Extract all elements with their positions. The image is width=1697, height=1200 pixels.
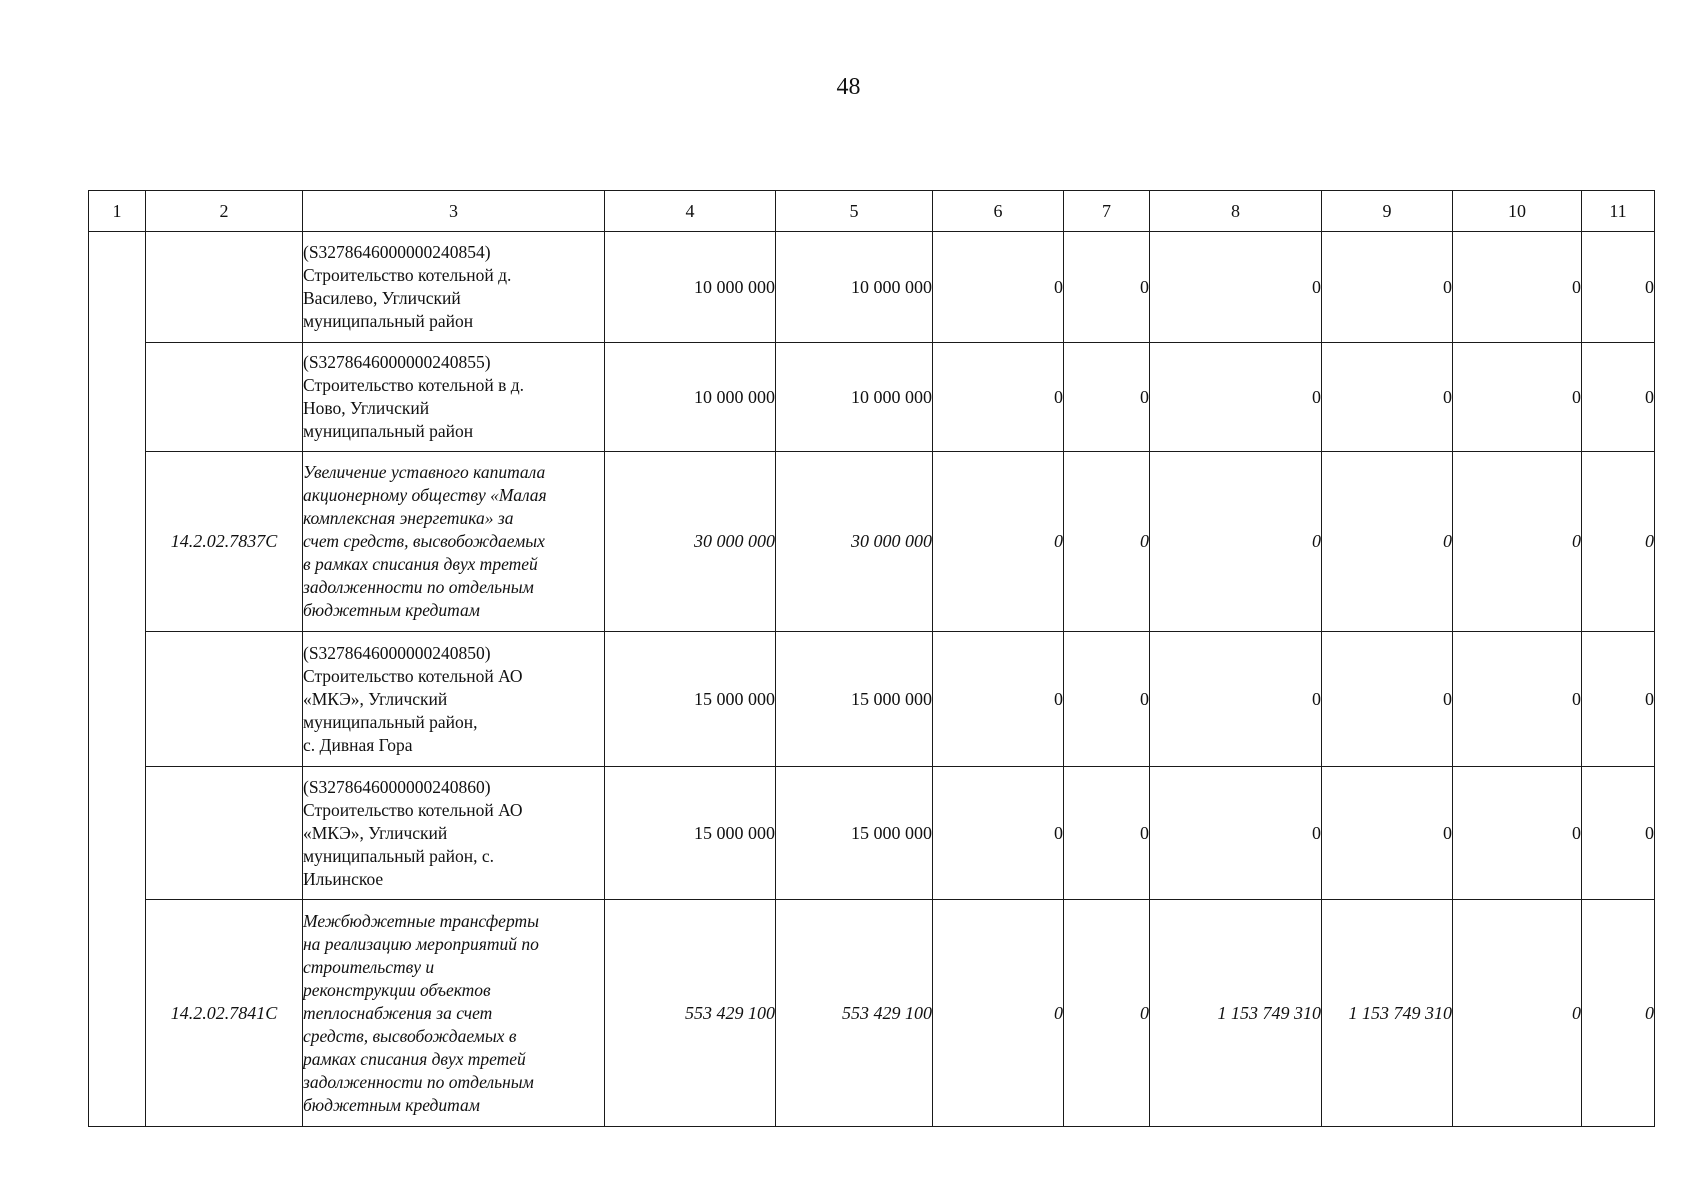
- amount-cell-col-10: 0: [1453, 343, 1582, 452]
- amount-cell-col-11: 0: [1582, 767, 1655, 900]
- description-cell: [303, 632, 605, 767]
- amount-cell-col-9: 0: [1322, 632, 1453, 767]
- description-line: «МКЭ», Угличский: [303, 688, 448, 709]
- amount-cell-col-10: 0: [1453, 767, 1582, 900]
- description-line: Василево, Угличский: [303, 288, 461, 308]
- description-line: (S3278646000000240860): [303, 776, 491, 797]
- amount-cell-col-11: 0: [1582, 452, 1655, 632]
- amount-cell-col-10: 0: [1453, 632, 1582, 767]
- description-line: задолженности по отдельным: [303, 577, 534, 597]
- amount-cell-col-5: 30 000 000: [776, 452, 933, 632]
- column-header: 10: [1453, 191, 1582, 232]
- description-line: строительству и: [303, 956, 435, 977]
- amount-cell-col-11: 0: [1582, 343, 1655, 452]
- amount-cell-col-8: 0: [1150, 232, 1322, 343]
- description-line: Строительство котельной в д.: [303, 375, 525, 395]
- amount-cell-col-10: 0: [1453, 232, 1582, 343]
- description-line: на реализацию мероприятий по: [303, 933, 539, 954]
- budget-code-cell: 14.2.02.7837С: [146, 452, 303, 632]
- description-line: рамках списания двух третей: [303, 1048, 526, 1069]
- amount-cell-col-11: 0: [1582, 632, 1655, 767]
- description-line: бюджетным кредитам: [303, 1094, 480, 1115]
- group-number-cell: [89, 232, 146, 1127]
- column-header: 8: [1150, 191, 1322, 232]
- amount-cell-col-9: 0: [1322, 343, 1453, 452]
- budget-code-cell: [146, 232, 303, 343]
- amount-cell-col-10: 0: [1453, 452, 1582, 632]
- page-number: 48: [836, 74, 861, 100]
- column-header: 3: [303, 191, 605, 232]
- amount-cell-col-4: 10 000 000: [605, 232, 776, 343]
- amount-cell-col-6: 0: [933, 452, 1064, 632]
- column-header: 7: [1064, 191, 1150, 232]
- amount-cell-col-8: 0: [1150, 632, 1322, 767]
- amount-cell-col-4: 10 000 000: [605, 343, 776, 452]
- description-line: задолженности по отдельным: [303, 1071, 534, 1092]
- description-line: теплоснабжения за счет: [303, 1002, 493, 1023]
- amount-cell-col-6: 0: [933, 343, 1064, 452]
- amount-cell-col-7: 0: [1064, 632, 1150, 767]
- description-line: «МКЭ», Угличский: [303, 822, 448, 843]
- description-line: бюджетным кредитам: [303, 600, 480, 620]
- amount-cell-col-5: 10 000 000: [776, 232, 933, 343]
- amount-cell-col-9: 1 153 749 310: [1322, 900, 1453, 1127]
- amount-cell-col-6: 0: [933, 767, 1064, 900]
- description-line: Ново, Угличский: [303, 398, 430, 418]
- description-cell: [303, 343, 605, 452]
- description-line: (S3278646000000240855): [303, 352, 491, 372]
- budget-code-cell: [146, 343, 303, 452]
- description-cell: [303, 452, 605, 632]
- table-body: [89, 232, 1655, 1127]
- column-header: 2: [146, 191, 303, 232]
- table-row: [89, 632, 1655, 767]
- amount-cell-col-8: 0: [1150, 452, 1322, 632]
- amount-cell-col-7: 0: [1064, 232, 1150, 343]
- amount-cell-col-6: 0: [933, 900, 1064, 1127]
- amount-cell-col-11: 0: [1582, 900, 1655, 1127]
- amount-cell-col-9: 0: [1322, 452, 1453, 632]
- column-header: 6: [933, 191, 1064, 232]
- amount-cell-col-8: 0: [1150, 343, 1322, 452]
- description-line: комплексная энергетика» за: [303, 508, 514, 528]
- column-header: 9: [1322, 191, 1453, 232]
- description-line: с. Дивная Гора: [303, 734, 413, 755]
- description-line: Строительство котельной д.: [303, 265, 512, 285]
- description-line: акционерному обществу «Малая: [303, 485, 547, 505]
- budget-code-cell: [146, 632, 303, 767]
- column-header: 11: [1582, 191, 1655, 232]
- description-line: муниципальный район,: [303, 711, 478, 732]
- amount-cell-col-7: 0: [1064, 767, 1150, 900]
- budget-code-cell: 14.2.02.7841С: [146, 900, 303, 1127]
- description-line: средств, высвобождаемых в: [303, 1025, 517, 1046]
- amount-cell-col-4: 30 000 000: [605, 452, 776, 632]
- amount-cell-col-5: 15 000 000: [776, 767, 933, 900]
- amount-cell-col-9: 0: [1322, 767, 1453, 900]
- amount-cell-col-8: 1 153 749 310: [1150, 900, 1322, 1127]
- amount-cell-col-6: 0: [933, 632, 1064, 767]
- description-line: Межбюджетные трансферты: [303, 910, 539, 931]
- description-line: в рамках списания двух третей: [303, 554, 538, 574]
- description-line: Увеличение уставного капитала: [303, 462, 546, 482]
- description-line: Строительство котельной АО: [303, 665, 523, 686]
- description-line: счет средств, высвобождаемых: [303, 531, 545, 551]
- table-row: [89, 232, 1655, 343]
- description-line: (S3278646000000240850): [303, 642, 491, 663]
- table-row: [89, 452, 1655, 632]
- amount-cell-col-8: 0: [1150, 767, 1322, 900]
- amount-cell-col-11: 0: [1582, 232, 1655, 343]
- description-line: (S3278646000000240854): [303, 242, 491, 262]
- amount-cell-col-7: 0: [1064, 900, 1150, 1127]
- column-number-header-row: [89, 191, 1655, 232]
- column-header: 1: [89, 191, 146, 232]
- column-header: 4: [605, 191, 776, 232]
- amount-cell-col-4: 15 000 000: [605, 767, 776, 900]
- description-line: муниципальный район, с.: [303, 845, 495, 866]
- amount-cell-col-7: 0: [1064, 452, 1150, 632]
- amount-cell-col-10: 0: [1453, 900, 1582, 1127]
- table-row: [89, 767, 1655, 900]
- amount-cell-col-4: 553 429 100: [605, 900, 776, 1127]
- amount-cell-col-7: 0: [1064, 343, 1150, 452]
- table-row: [89, 343, 1655, 452]
- amount-cell-col-5: 553 429 100: [776, 900, 933, 1127]
- amount-cell-col-9: 0: [1322, 232, 1453, 343]
- description-line: реконструкции объектов: [303, 979, 491, 1000]
- amount-cell-col-5: 15 000 000: [776, 632, 933, 767]
- description-line: Ильинское: [303, 868, 384, 889]
- amount-cell-col-5: 10 000 000: [776, 343, 933, 452]
- budget-code-cell: [146, 767, 303, 900]
- description-line: муниципальный район: [303, 421, 474, 441]
- amount-cell-col-6: 0: [933, 232, 1064, 343]
- column-header: 5: [776, 191, 933, 232]
- description-line: Строительство котельной АО: [303, 799, 523, 820]
- description-line: муниципальный район: [303, 311, 474, 331]
- table-row: [89, 900, 1655, 1127]
- description-cell: [303, 767, 605, 900]
- budget-table: [88, 190, 1655, 1127]
- amount-cell-col-4: 15 000 000: [605, 632, 776, 767]
- description-cell: [303, 232, 605, 343]
- description-cell: [303, 900, 605, 1127]
